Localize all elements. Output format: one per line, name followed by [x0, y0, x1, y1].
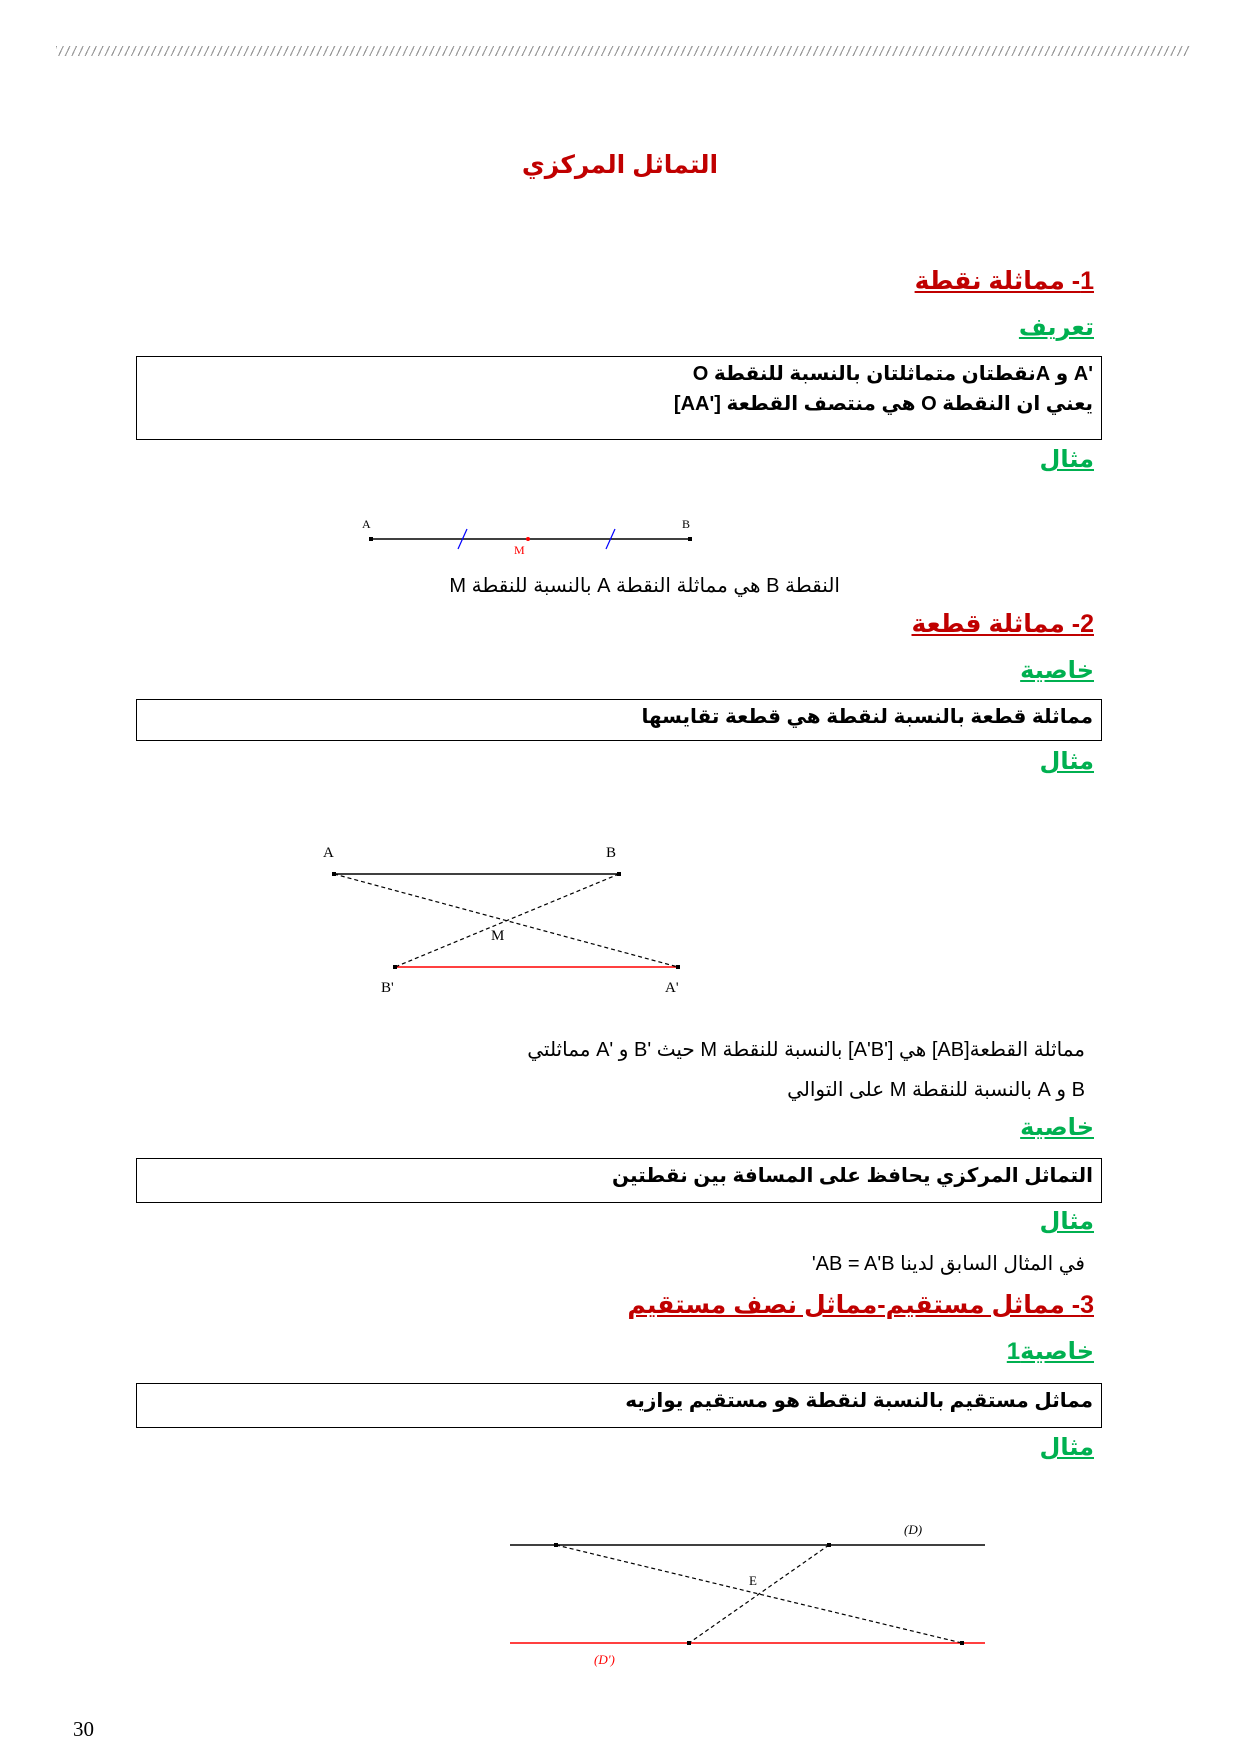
label-point-a-prime: A'	[665, 980, 679, 996]
section2-property-label: خاصية	[1020, 657, 1094, 684]
property-text-distance: التماثل المركزي يحافظ على المسافة بين نقطتين	[611, 1165, 1093, 1187]
property-text-line: مماثل مستقيم بالنسبة لنقطة هو مستقيم يوازيه	[625, 1390, 1093, 1412]
section1-example-label: مثال	[1039, 446, 1094, 473]
section2-heading: 2- مماثلة قطعة	[911, 610, 1094, 638]
label-point-b: B	[682, 517, 691, 531]
label-line-d: (D)	[904, 1522, 923, 1537]
page-title: التماثل المركزي	[521, 151, 719, 179]
section2-example2-text: في المثال السابق لدينا AB = A'B'	[811, 1253, 1085, 1275]
point-marker-d-1	[554, 1543, 558, 1547]
section2-caption-line-2: B و A بالنسبة للنقطة M على التوالي	[787, 1079, 1085, 1101]
label-line-d-prime: (D')	[594, 1652, 615, 1667]
section1-definition-label: تعريف	[1018, 314, 1094, 341]
point-marker-d-prime-1	[687, 1641, 691, 1645]
definition-line-1: 'A و Aنقطتان متماثلتان بالنسبة للنقطة O	[692, 363, 1093, 385]
label-point-a: A	[323, 845, 334, 861]
label-point-b: B	[606, 845, 617, 861]
section1-caption: النقطة B هي مماثلة النقطة A بالنسبة للنقطة M	[449, 575, 840, 597]
section2-caption-line-1: مماثلة القطعة[AB] هي ['A'B] بالنسبة للنقطة M حيث 'B و 'A مماثلتي	[527, 1039, 1085, 1061]
section3-heading: 3- مماثل مستقيم-مماثل نصف مستقيم	[627, 1291, 1094, 1319]
label-point-b-prime: B'	[381, 980, 394, 996]
page-number: 30	[73, 1717, 94, 1741]
point-marker-d-prime-2	[960, 1641, 964, 1645]
section2-example2-label: مثال	[1039, 1208, 1094, 1235]
dashed-line-2	[689, 1545, 829, 1643]
label-point-m: M	[491, 928, 505, 944]
section2-example-label: مثال	[1039, 748, 1094, 775]
label-point-a: A	[362, 517, 371, 531]
section3-property-label: خاصية1	[1006, 1338, 1094, 1365]
section2-property2-label: خاصية	[1020, 1114, 1094, 1141]
point-marker-d-2	[827, 1543, 831, 1547]
definition-line-2: يعني ان النقطة O هي منتصف القطعة ['AA]	[673, 393, 1093, 415]
label-center-e: E	[749, 1573, 757, 1588]
section1-heading: 1- مماثلة نقطة	[914, 267, 1094, 295]
property-text-segment: مماثلة قطعة بالنسبة لنقطة هي قطعة تقايسها	[641, 706, 1093, 728]
section3-example-label: مثال	[1039, 1434, 1094, 1461]
label-point-m: M	[514, 543, 525, 557]
